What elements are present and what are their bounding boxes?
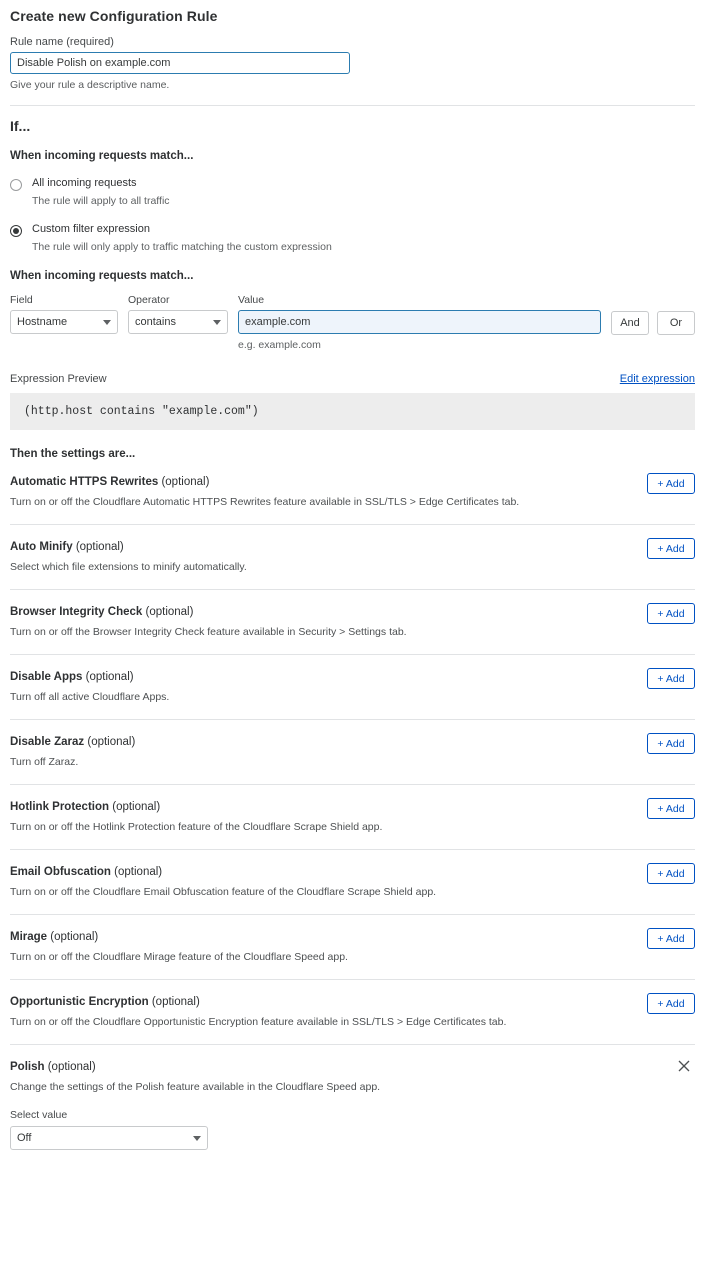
setting-name: Mirage [10,931,48,944]
field-label: Field [10,294,33,307]
operator-select-value: contains [135,316,176,329]
add-setting-button[interactable]: + Add [647,668,695,689]
operator-select[interactable] [128,310,228,334]
and-button[interactable]: And [611,311,649,335]
rule-name-input[interactable] [10,52,350,74]
rule-name-helper: Give your rule a descriptive name. [10,79,170,91]
radio-label-custom-filter: Custom filter expression [32,223,150,236]
setting-optional: (optional) [75,541,124,554]
then-settings-heading: Then the settings are... [10,448,136,461]
setting-optional: (optional) [151,996,200,1009]
setting-row [10,590,695,655]
radio-icon-custom-filter[interactable] [10,225,22,237]
chevron-down-icon [213,320,221,325]
setting-optional: (optional) [50,931,99,944]
setting-row [10,915,695,980]
rule-name-group [10,36,695,91]
filter-row [10,294,695,351]
setting-row [10,785,695,850]
add-setting-button[interactable]: + Add [647,603,695,624]
field-select-value: Hostname [17,316,68,329]
setting-row [10,460,695,525]
setting-name: Polish [10,1061,45,1074]
setting-name: Email Obfuscation [10,866,111,879]
setting-row [10,525,695,590]
setting-description: Turn off all active Cloudflare Apps. [10,691,170,704]
setting-description: Turn on or off the Cloudflare Mirage feature of the Cloudflare Speed app. [10,951,348,964]
expression-preview-label: Expression Preview [10,373,107,386]
match-heading: When incoming requests match... [10,150,194,162]
value-input[interactable] [238,310,601,334]
configuration-rule-form [0,8,705,1280]
setting-description: Select which file extensions to minify automatically. [10,561,247,574]
setting-optional: (optional) [161,476,210,489]
chevron-down-icon [193,1136,201,1141]
add-setting-button[interactable]: + Add [647,863,695,884]
setting-description: Turn on or off the Cloudflare Email Obfuscation feature of the Cloudflare Scrape Shield app. [10,886,437,899]
polish-value: Off [17,1132,32,1145]
if-section-heading: If... [10,118,31,134]
setting-optional: (optional) [47,1061,96,1074]
radio-option-custom-filter[interactable] [10,222,695,254]
polish-select-label: Select value [10,1109,68,1122]
edit-expression-link[interactable]: Edit expression [619,373,695,386]
setting-name: Browser Integrity Check [10,606,143,619]
setting-optional: (optional) [112,801,161,814]
operator-label: Operator [128,294,170,307]
expression-header [10,373,695,385]
radio-icon-all-requests[interactable] [10,179,22,191]
divider-top [10,105,695,106]
setting-name: Opportunistic Encryption [10,996,149,1009]
chevron-down-icon [103,320,111,325]
setting-name: Disable Apps [10,671,83,684]
setting-description: Change the settings of the Polish feature available in the Cloudflare Speed app. [10,1081,381,1094]
add-setting-button[interactable]: + Add [647,473,695,494]
page-title: Create new Configuration Rule [10,8,218,24]
radio-desc-all-requests: The rule will apply to all traffic [32,194,170,207]
setting-optional: (optional) [87,736,136,749]
add-setting-button[interactable]: + Add [647,538,695,559]
setting-optional: (optional) [114,866,163,879]
setting-row [10,850,695,915]
rule-name-label: Rule name (required) [10,36,114,48]
value-hint: e.g. example.com [238,339,321,352]
polish-value-select[interactable] [10,1126,208,1150]
setting-optional: (optional) [85,671,134,684]
setting-row [10,655,695,720]
radio-label-all-requests: All incoming requests [32,177,137,189]
setting-optional: (optional) [145,606,194,619]
setting-name: Disable Zaraz [10,736,85,749]
setting-description: Turn on or off the Hotlink Protection feature of the Cloudflare Scrape Shield app. [10,821,383,834]
setting-row [10,720,695,785]
filter-heading: When incoming requests match... [10,270,194,283]
add-setting-button[interactable]: + Add [647,733,695,754]
setting-row [10,980,695,1045]
add-setting-button[interactable]: + Add [647,993,695,1014]
close-icon[interactable] [677,1058,693,1074]
setting-name: Auto Minify [10,541,73,554]
setting-name: Automatic HTTPS Rewrites [10,476,159,489]
add-setting-button[interactable]: + Add [647,928,695,949]
setting-description: Turn off Zaraz. [10,756,79,769]
expression-preview-text: (http.host contains "example.com") [10,393,695,430]
or-button[interactable]: Or [657,311,695,335]
value-label: Value [238,294,265,307]
radio-desc-custom-filter: The rule will only apply to traffic matching the custom expression [32,240,332,253]
setting-description: Turn on or off the Cloudflare Opportunistic Encryption feature available in SSL/TLS > Edge Certificates tab. [10,1016,507,1029]
add-setting-button[interactable]: + Add [647,798,695,819]
setting-name: Hotlink Protection [10,801,110,814]
field-select[interactable] [10,310,118,334]
setting-description: Turn on or off the Cloudflare Automatic HTTPS Rewrites feature available in SSL/TLS > Edge Certificates tab. [10,496,520,509]
settings-list [10,460,695,1166]
setting-description: Turn on or off the Browser Integrity Check feature available in Security > Settings tab. [10,626,407,639]
radio-option-all-requests[interactable] [10,176,695,208]
setting-row-polish [10,1045,695,1166]
